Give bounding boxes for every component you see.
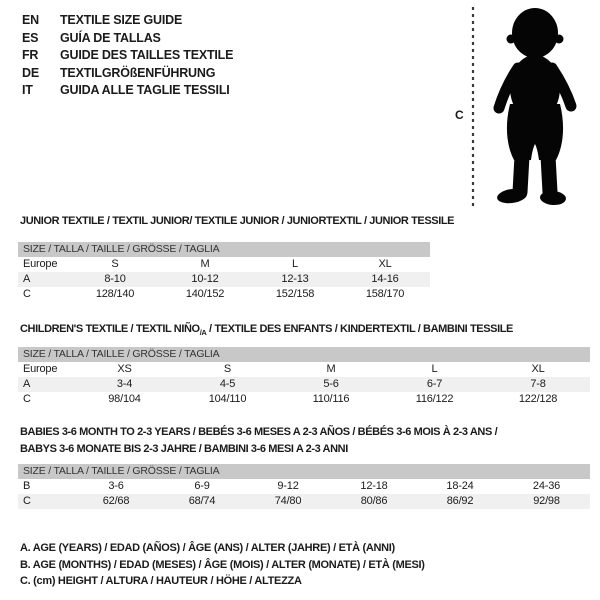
table-cell: XL	[378, 258, 392, 270]
table-cell: 158/170	[365, 288, 405, 300]
junior-size-table	[18, 257, 430, 302]
footnote-c: C. (cm) HEIGHT / ALTURA / HAUTEUR / HÖHE / ALTEZZA	[20, 575, 302, 587]
table-cell: 74/80	[274, 495, 302, 507]
table-cell: 152/158	[275, 288, 315, 300]
language-label: TEXTILE SIZE GUIDE	[60, 13, 183, 27]
row-label: C	[23, 288, 31, 300]
size-header-label: SIZE / TALLA / TAILLE / GRÖSSE / TAGLIA	[23, 465, 220, 477]
height-marker-label: C	[455, 108, 464, 122]
row-label: Europe	[23, 363, 58, 375]
table-cell: M	[200, 258, 210, 270]
junior-section-title: JUNIOR TEXTILE / TEXTIL JUNIOR/ TEXTILE JUNIOR / JUNIORTEXTIL / JUNIOR TESSILE	[20, 215, 455, 227]
table-cell: 6-9	[194, 480, 210, 492]
toddler-silhouette-icon	[466, 4, 586, 209]
junior-size-header-bar	[18, 242, 430, 257]
language-code: IT	[22, 83, 33, 97]
table-cell: 116/122	[415, 393, 454, 405]
title-text: CHILDREN'S TEXTILE / TEXTIL NIÑO	[20, 323, 200, 335]
table-row	[18, 257, 430, 272]
table-cell: 5-6	[323, 378, 339, 390]
size-header-label: SIZE / TALLA / TAILLE / GRÖSSE / TAGLIA	[23, 348, 220, 360]
table-row	[18, 392, 590, 407]
table-cell: 68/74	[188, 495, 216, 507]
table-cell: 98/104	[108, 393, 141, 405]
language-row-it	[22, 82, 233, 100]
table-cell: 10-12	[191, 273, 219, 285]
babies-size-table	[18, 479, 590, 509]
table-cell: 140/152	[185, 288, 225, 300]
table-row	[18, 287, 430, 302]
table-cell: XS	[117, 363, 132, 375]
language-label: GUIDA ALLE TAGLIE TESSILI	[60, 83, 230, 97]
language-code: FR	[22, 48, 39, 62]
table-cell: L	[431, 363, 438, 375]
table-row	[18, 362, 590, 377]
title-subscript: /A	[199, 328, 207, 338]
language-row-en	[22, 12, 233, 30]
table-cell: 12-13	[281, 273, 309, 285]
row-label: B	[23, 480, 31, 492]
table-row	[18, 494, 590, 509]
childrens-section-title	[20, 321, 513, 341]
table-row	[18, 377, 590, 392]
childrens-size-table	[18, 362, 590, 407]
table-cell: 4-5	[219, 378, 236, 390]
table-row	[18, 272, 430, 287]
title-text: / TEXTILE DES ENFANTS / KINDERTEXTIL / BAMBINI TESSILE	[206, 323, 513, 335]
row-label: A	[23, 273, 31, 285]
row-label: C	[23, 393, 31, 405]
language-row-es	[22, 30, 233, 48]
table-cell: 128/140	[95, 288, 135, 300]
table-cell: M	[326, 363, 336, 375]
babies-section-title	[20, 424, 497, 458]
footnote-b: B. AGE (MONTHS) / EDAD (MESES) / ÂGE (MOIS) / ALTER (MONATE) / ETÀ (MESI)	[20, 558, 425, 571]
row-label: A	[23, 378, 31, 390]
title-line: BABYS 3-6 MONATE BIS 2-3 JAHRE / BAMBINI 3-6 MESI A 2-3 ANNI	[20, 443, 348, 455]
table-cell: 104/110	[208, 393, 247, 405]
table-cell: 3-4	[116, 378, 133, 390]
table-cell: 6-7	[426, 378, 443, 390]
footnotes	[20, 540, 425, 590]
table-cell: 14-16	[371, 273, 399, 285]
row-label: C	[23, 495, 31, 507]
table-cell: S	[111, 258, 119, 270]
table-cell: 24-36	[532, 480, 561, 492]
table-cell: 62/68	[102, 495, 130, 507]
language-code: ES	[22, 30, 39, 45]
table-row	[18, 479, 590, 494]
title-line: BABIES 3-6 MONTH TO 2-3 YEARS / BEBÉS 3-6 MESES A 2-3 AÑOS / BÉBÉS 3-6 MOIS À 2-3 ANS /	[20, 426, 498, 438]
table-cell: 92/98	[533, 495, 560, 507]
language-code: EN	[22, 13, 39, 27]
language-label: GUÍA DE TALLAS	[60, 30, 161, 45]
language-row-de	[22, 65, 233, 83]
table-cell: 7-8	[530, 378, 546, 390]
language-label: TEXTILGRÖßENFÜHRUNG	[60, 65, 216, 80]
table-cell: 18-24	[446, 480, 474, 492]
table-cell: 3-6	[108, 480, 124, 492]
table-cell: 8-10	[104, 273, 126, 285]
language-header	[22, 12, 233, 100]
childrens-size-header-bar	[18, 347, 590, 362]
language-code: DE	[22, 65, 39, 80]
table-cell: 12-18	[360, 480, 388, 492]
table-cell: L	[292, 258, 298, 270]
table-cell: S	[223, 363, 232, 375]
row-label: Europe	[23, 258, 58, 270]
table-cell: 80/86	[360, 495, 388, 507]
table-cell: 9-12	[277, 480, 299, 492]
table-cell: 110/116	[312, 393, 350, 405]
table-cell: 86/92	[446, 495, 474, 507]
footnote-a: A. AGE (YEARS) / EDAD (AÑOS) / ÂGE (ANS) / ALTER (JAHRE) / ETÀ (ANNI)	[20, 542, 395, 554]
table-cell: XL	[531, 363, 545, 375]
language-label: GUIDE DES TAILLES TEXTILE	[60, 48, 234, 62]
language-row-fr	[22, 47, 233, 65]
babies-size-header-bar	[18, 464, 590, 479]
size-header-label: SIZE / TALLA / TAILLE / GRÖSSE / TAGLIA	[23, 243, 220, 255]
table-cell: 122/128	[518, 393, 558, 405]
